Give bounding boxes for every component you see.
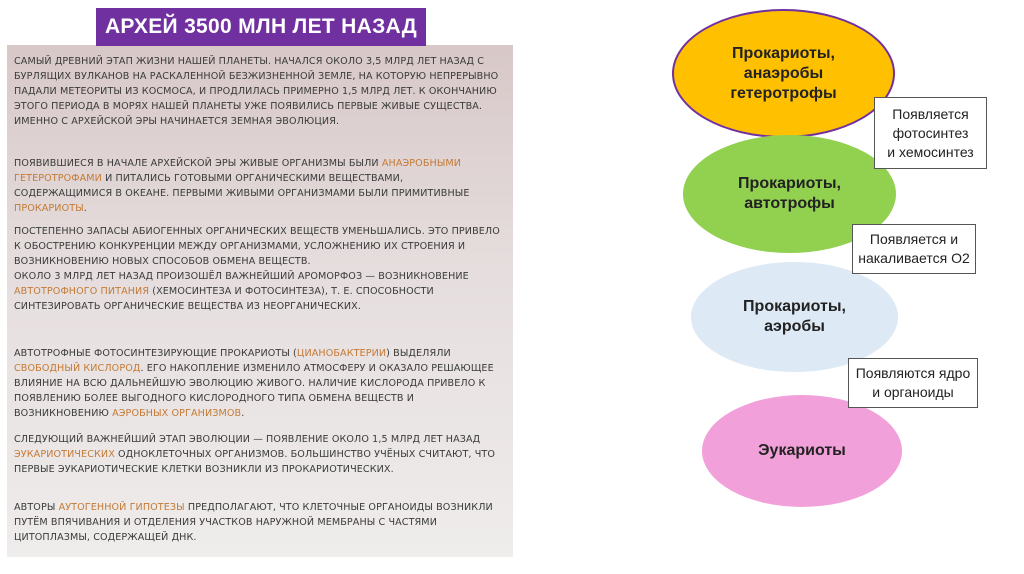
- stage-aerobes: Прокариоты, аэробы: [691, 262, 898, 372]
- highlight-free-oxygen: СВОБОДНЫЙ КИСЛОРОД: [14, 363, 141, 374]
- paragraph-first-organisms: ПОЯВИВШИЕСЯ В НАЧАЛЕ АРХЕЙСКОЙ ЭРЫ ЖИВЫЕ ОРГАНИЗМЫ БЫЛИ АНАЭРОБНЫМИ ГЕТЕРОТРОФАМИ И ПИТАЛИСЬ ГОТОВЫМИ ОРГАНИЧЕСКИМИ ВЕЩЕСТВАМИ, СОДЕРЖАЩИМИСЯ В ОКЕАНЕ. ПЕРВЫМИ ЖИВЫМИ ОРГАНИЗМАМИ БЫЛИ ПРИМИТИВНЫЕ ПРОКАРИОТЫ.: [14, 158, 470, 214]
- slide-title: АРХЕЙ 3500 МЛН ЛЕТ НАЗАД: [96, 8, 426, 46]
- highlight-prokaryotes: ПРОКАРИОТЫ: [14, 203, 84, 214]
- paragraph-archean-intro: САМЫЙ ДРЕВНИЙ ЭТАП ЖИЗНИ НАШЕЙ ПЛАНЕТЫ. НАЧАЛСЯ ОКОЛО 3,5 МЛРД ЛЕТ НАЗАД С БУРЛЯЩИХ ВУЛКАНОВ НА РАСКАЛЕННОЙ БЕЗЖИЗНЕННОЙ ЗЕМЛЕ, НА КОТОРУЮ НЕПРЕРЫВНО ПАДАЛИ МЕТЕОРИТЫ ИЗ КОСМОСА, И ПРОДЛИЛАСЬ ПРИМЕРНО 1,5 МЛРД ЛЕТ. К ОКОНЧАНИЮ ЭТОГО ПЕРИОДА В МОРЯХ НАШЕЙ ПЛАНЕТЫ УЖЕ ПОЯВИЛИСЬ ПЕРВЫЕ ЖИВЫЕ СУЩЕСТВА. ИМЕННО С АРХЕЙСКОЙ ЭРЫ НАЧИНАЕТСЯ ЗЕМНАЯ ЭВОЛЮЦИЯ.: [14, 56, 499, 127]
- highlight-cyanobacteria: ЦИАНОБАКТЕРИИ: [296, 348, 387, 359]
- stage-eukaryotes: Эукариоты: [702, 395, 902, 507]
- highlight-anaerobic-heterotrophs: АНАЭРОБНЫМИ ГЕТЕРОТРОФАМИ: [14, 158, 462, 184]
- paragraph-autogenous-hypothesis: АВТОРЫ АУТОГЕННОЙ ГИПОТЕЗЫ ПРЕДПОЛАГАЮТ, ЧТО КЛЕТОЧНЫЕ ОРГАНОИДЫ ВОЗНИКЛИ ПУТЁМ ВПЯЧИВАНИЯ И ОТДЕЛЕНИЯ УЧАСТКОВ НАРУЖНОЙ МЕМБРАНЫ С ЧАСТЯМИ ЦИТОПЛАЗМЫ, СОДЕРЖАЩЕЙ ДНК.: [14, 502, 493, 543]
- note-oxygen: Появляется и накаливается О2: [852, 224, 976, 274]
- stage-autotrophs: Прокариоты, автотрофы: [683, 135, 896, 253]
- paragraph-autotrophy: ПОСТЕПЕННО ЗАПАСЫ АБИОГЕННЫХ ОРГАНИЧЕСКИХ ВЕЩЕСТВ УМЕНЬШАЛИСЬ. ЭТО ПРИВЕЛО К ОБОСТРЕНИЮ КОНКУРЕНЦИИ МЕЖДУ ОРГАНИЗМАМИ, УСЛОЖНЕНИЮ ИХ СТРОЕНИЯ И ВОЗНИКНОВЕНИЮ НОВЫХ СПОСОБОВ ОБМЕНА ВЕЩЕСТВ. ОКОЛО 3 МЛРД ЛЕТ НАЗАД ПРОИЗОШЁЛ ВАЖНЕЙШИЙ АРОМОРФОЗ — ВОЗНИКНОВЕНИЕ АВТОТРОФНОГО ПИТАНИЯ (ХЕМОСИНТЕЗА И ФОТОСИНТЕЗА), Т. Е. СПОСОБНОСТИ СИНТЕЗИРОВАТЬ ОРГАНИЧЕСКИЕ ВЕЩЕСТВА ИЗ НЕОРГАНИЧЕСКИХ.: [14, 226, 500, 312]
- highlight-autogenous-hypothesis: АУТОГЕННОЙ ГИПОТЕЗЫ: [58, 502, 185, 513]
- highlight-aerobic-organisms: АЭРОБНЫХ ОРГАНИЗМОВ: [112, 408, 242, 419]
- paragraph-oxygen: АВТОТРОФНЫЕ ФОТОСИНТЕЗИРУЮЩИЕ ПРОКАРИОТЫ (ЦИАНОБАКТЕРИИ) ВЫДЕЛЯЛИ СВОБОДНЫЙ КИСЛОРОД. ЕГО НАКОПЛЕНИЕ ИЗМЕНИЛО АТМОСФЕРУ И ОКАЗАЛО РЕШАЮЩЕЕ ВЛИЯНИЕ НА ВСЮ ДАЛЬНЕЙШУЮ ЭВОЛЮЦИЮ ЖИВОГО. НАЛИЧИЕ КИСЛОРОДА ПРИВЕЛО К ПОЯВЛЕНИЮ БОЛЕЕ ВЫГОДНОГО КИСЛОРОДНОГО ТИПА ОБМЕНА ВЕЩЕСТВ И ВОЗНИКНОВЕНИЮ АЭРОБНЫХ ОРГАНИЗМОВ.: [14, 348, 494, 419]
- note-nucleus-organelles: Появляются ядро и органоиды: [848, 358, 978, 408]
- highlight-autotrophic-nutrition: АВТОТРОФНОГО ПИТАНИЯ: [14, 286, 150, 297]
- paragraph-eukaryotes: СЛЕДУЮЩИЙ ВАЖНЕЙШИЙ ЭТАП ЭВОЛЮЦИИ — ПОЯВЛЕНИЕ ОКОЛО 1,5 МЛРД ЛЕТ НАЗАД ЭУКАРИОТИЧЕСКИХ ОДНОКЛЕТОЧНЫХ ОРГАНИЗМОВ. БОЛЬШИНСТВО УЧЁНЫХ СЧИТАЮТ, ЧТО ПЕРВЫЕ ЭУКАРИОТИЧЕСКИЕ КЛЕТКИ ВОЗНИКЛИ ИЗ ПРОКАРИОТИЧЕСКИХ.: [14, 434, 495, 475]
- stage-anaerobic-heterotrophs: Прокариоты, анаэробы гетеротрофы: [672, 9, 895, 138]
- highlight-eukaryotic: ЭУКАРИОТИЧЕСКИХ: [14, 449, 115, 460]
- note-photosynthesis: Появляется фотосинтез и хемосинтез: [874, 97, 987, 169]
